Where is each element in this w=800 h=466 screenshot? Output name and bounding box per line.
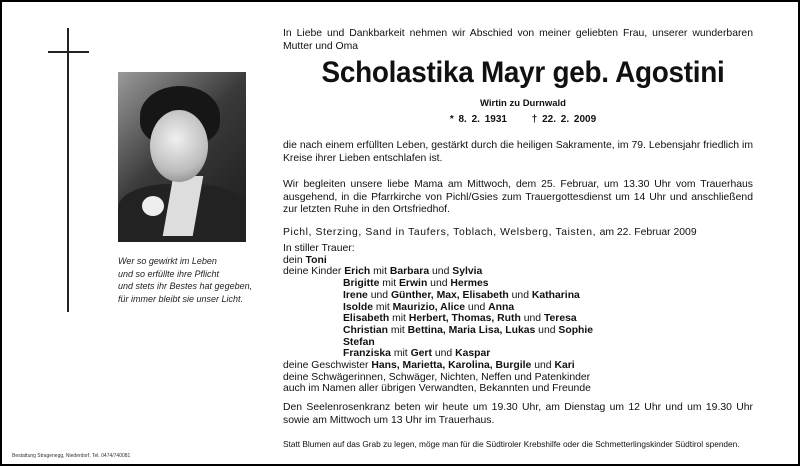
mourner-text: dein [283, 254, 306, 266]
mourner-name: Franziska [343, 348, 391, 360]
mourner-name: Kaspar [455, 348, 491, 360]
cross-horizontal [48, 51, 89, 53]
mourner-text: deine Schwägerinnen, Schwäger, Nichten, Neffen und Patenkinder [283, 371, 591, 383]
mourner-name: Katharina [531, 289, 580, 301]
mourner-text: deine Geschwister [283, 360, 372, 372]
mourner-text: mit [373, 301, 393, 313]
poem [118, 255, 252, 305]
mourner-name: Brigitte [343, 278, 380, 290]
mourner-name: Bettina, Maria Lisa, Lukas [407, 324, 536, 336]
mourner-line [283, 348, 593, 360]
mourner-line [283, 372, 593, 384]
poem-line: und so erfüllte ihre Pflicht [118, 268, 220, 279]
mourner-line [283, 290, 593, 302]
deceased-role: Wirtin zu Durnwald [480, 98, 566, 109]
portrait-photo [118, 72, 246, 242]
mourner-text: deine Kinder [283, 266, 345, 278]
life-dates [283, 114, 763, 125]
mourner-name: Erich [344, 266, 371, 278]
cross-vertical [67, 28, 69, 312]
poem-line: für immer bleibt sie unser Licht. [118, 293, 244, 304]
mourner-line [283, 278, 593, 290]
mourner-text: und [367, 289, 391, 301]
mourner-text: auch im Namen aller übrigen Verwandten, Bekannten und Freunde [283, 383, 591, 395]
paragraph-passing: die nach einem erfüllten Leben, gestärkt durch die heiligen Sakramente, im 79. Lebensjahr friedlich im Kreise ihrer Lieben entschlafen ist. [283, 140, 753, 164]
mourner-name: Gert [410, 348, 432, 360]
mourner-line [283, 383, 593, 395]
mourner-name: Sylvia [452, 266, 483, 278]
deceased-name: Scholastika Mayr geb. Agostini [321, 56, 725, 89]
mourner-text: mit [370, 266, 390, 278]
mourner-text: und [429, 266, 453, 278]
mourner-name: Erwin [399, 278, 428, 290]
mourner-name: Stefan [343, 336, 375, 348]
mourner-line [283, 313, 593, 325]
mourner-text: und [508, 289, 532, 301]
mourner-name: Elisabeth [343, 313, 390, 325]
mourner-text: und [431, 348, 456, 360]
mourner-line [283, 360, 593, 372]
paragraph-funeral: Wir begleiten unsere liebe Mama am Mittwoch, dem 25. Februar, um 13.30 Uhr vom Trauerhaus ausgehend, in die Pfarrkirche von Pichl/Gsies zum Trauergottesdienst um 14 Uhr und anschließend zur letzten Ruhe in den Ortsfriedhof. [283, 179, 753, 216]
mourner-name: Irene [343, 289, 368, 301]
mourner-text: mit [379, 278, 399, 290]
mourners-list [283, 243, 593, 395]
mourner-name: Toni [305, 254, 327, 266]
places-date [283, 227, 753, 240]
mourner-name: Anna [488, 301, 515, 313]
mourner-text: mit [390, 348, 411, 360]
mourner-name: Hans, Marietta, Karolina, Burgile [371, 360, 532, 372]
mourner-text: und [427, 278, 451, 290]
mourner-line [283, 337, 593, 349]
mourner-line [283, 302, 593, 314]
mourner-name: Isolde [343, 301, 374, 313]
mourner-text: und [535, 324, 559, 336]
intro-text: In Liebe und Dankbarkeit nehmen wir Abschied von meiner geliebten Frau, unserer wunderbaren Mutter und Oma [283, 28, 753, 52]
mourner-line [283, 325, 593, 337]
mourner-name: Barbara [389, 266, 430, 278]
birth-date: * 8. 2. 1931 [449, 114, 507, 125]
mourner-line [283, 266, 593, 278]
mourner-text: und [531, 360, 555, 372]
paragraph-rosary: Den Seelenrosenkranz beten wir heute um 19.30 Uhr, am Dienstag um 12 Uhr und um 19.30 Uhr sowie am Mittwoch um 13 Uhr im Trauerhaus. [283, 402, 753, 426]
poem-line: Wer so gewirkt im Leben [118, 256, 217, 266]
mourner-line [283, 243, 593, 255]
mourner-name: Christian [343, 324, 389, 336]
poem-line: und stets ihr Bestes hat gegeben, [118, 281, 253, 291]
notice-date: am 22. Februar 2009 [599, 227, 697, 238]
mourner-name: Maurizio, Alice [392, 301, 466, 313]
mourner-text: mit [388, 324, 408, 336]
mourner-name: Kari [554, 360, 575, 372]
places: Pichl, Sterzing, Sand in Taufers, Toblach, Welsberg, Taisten, [283, 227, 597, 238]
mourner-text: und [465, 301, 489, 313]
mourner-line [283, 255, 593, 267]
mourner-name: Herbert, Thomas, Ruth [408, 313, 521, 325]
death-date: † 22. 2. 2009 [531, 114, 597, 125]
funeral-home-footer: Bestattung Stragenegg, Niederdorf, Tel. 0474/740081 [12, 453, 131, 459]
mourner-name: Günther, Max, Elisabeth [390, 289, 509, 301]
mourner-name: Teresa [543, 313, 577, 325]
paragraph-donation: Statt Blumen auf das Grab zu legen, möge man für die Südtiroler Krebshilfe oder die Schmetterlingskinder Südtirol spenden. [283, 439, 740, 449]
mourner-text: und [520, 313, 544, 325]
mourner-name: Sophie [558, 324, 594, 336]
obituary-notice [2, 2, 798, 464]
mourner-name: Hermes [450, 278, 489, 290]
mourner-text: In stiller Trauer: [283, 243, 355, 254]
mourner-text: mit [389, 313, 409, 325]
